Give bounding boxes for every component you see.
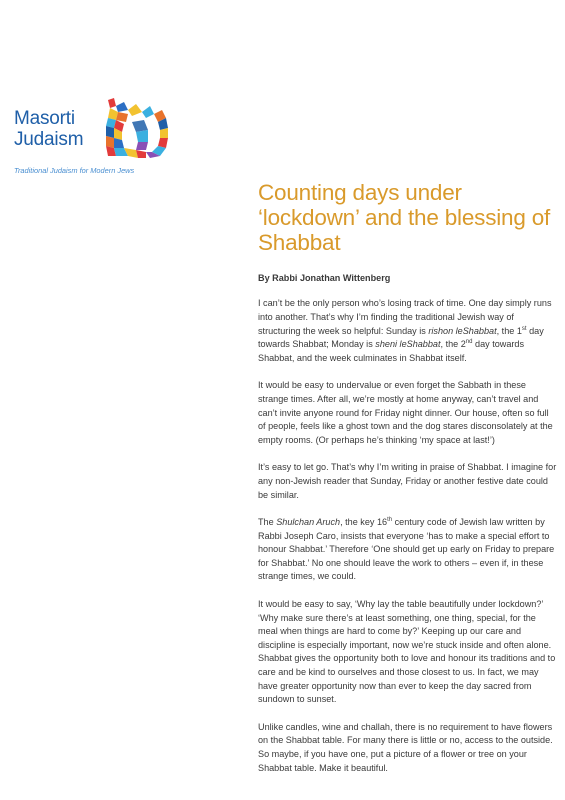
text-run: day towards Shabbat, and the week culminates in Shabbat itself. xyxy=(258,339,525,363)
article-byline: By Rabbi Jonathan Wittenberg xyxy=(258,273,391,284)
ordinal-suffix: nd xyxy=(465,339,473,346)
text-run: , the 1 xyxy=(496,325,522,336)
mosaic-letter-icon xyxy=(102,96,172,160)
logo-tagline: Traditional Judaism for Modern Jews xyxy=(14,166,135,175)
text-run: century code of Jewish law written by Rabbi Joseph Caro, insists that everyone ‘has to make a special effort to honour Shabbat.’ Therefore ‘One should get up early on Friday to prepare for Shabbat.’ No one should leave the work to others – even if, in these strange times, we could. xyxy=(258,517,555,582)
italic-term: Shulchan Aruch xyxy=(276,517,341,528)
paragraph-2: It would be easy to undervalue or even forget the Sabbath in these strange times. After all, we’re mostly at home anyway, can’t travel and can’t invite anyone round for Friday night dinner. Our house, often so full of people, feels like a ghost town and the dog stares disconsolately at the empty rooms. (Or perhaps he’s thinking ‘my space at last!’) xyxy=(258,380,553,445)
paragraph-5: It would be easy to say, ‘Why lay the table beautifully under lockdown?’ ‘Why make sure there’s at least something, one thing, special, for the meal when things are hard to come by?’ Keeping up our care and discipline is especially important, now we’re stuck inside and often alone. Shabbat gives the opportunity both to love and honour its traditions and to care and be kind to ourselves and those closest to us. In fact, we may have greater opportunity now than ever to keep the day sacred from sundown to sunset. xyxy=(258,599,556,705)
article xyxy=(258,181,558,775)
paragraph-1 xyxy=(258,297,558,365)
text-run: day towards Shabbat; Monday is xyxy=(258,325,544,350)
masorti-logo xyxy=(14,94,174,178)
paragraph-6: Unlike candles, wine and challah, there is no requirement to have flowers on the Shabbat table. For many there is little or no, access to the outside. So maybe, if you have one, put a picture of a flower or tree on your Shabbat table. Make it beautiful. xyxy=(258,721,553,773)
logo-wordmark xyxy=(14,108,83,150)
article-title: Counting days under ‘lockdown’ and the blessing of Shabbat xyxy=(258,180,551,255)
ordinal-suffix: th xyxy=(387,517,393,524)
italic-term: sheni leShabbat xyxy=(375,339,441,350)
logo-line-1: Masorti xyxy=(14,108,75,129)
paragraph-3: It’s easy to let go. That’s why I’m writing in praise of Shabbat. I imagine for any non-Jewish reader that Sunday, Friday or another festive date could be similar. xyxy=(258,462,557,500)
text-run: I can’t be the only person who’s losing track of time. One day simply runs into another. That’s why I’m finding the traditional Jewish way of structuring the week so helpful: Sunday is xyxy=(258,298,552,336)
paragraph-4 xyxy=(258,516,558,584)
ordinal-suffix: st xyxy=(521,325,527,332)
text-run: , the key 16 xyxy=(340,517,388,528)
text-run: The xyxy=(258,517,277,528)
text-run: , the 2 xyxy=(440,339,466,350)
logo-line-2: Judaism xyxy=(14,129,84,150)
italic-term: rishon leShabbat xyxy=(428,325,497,336)
